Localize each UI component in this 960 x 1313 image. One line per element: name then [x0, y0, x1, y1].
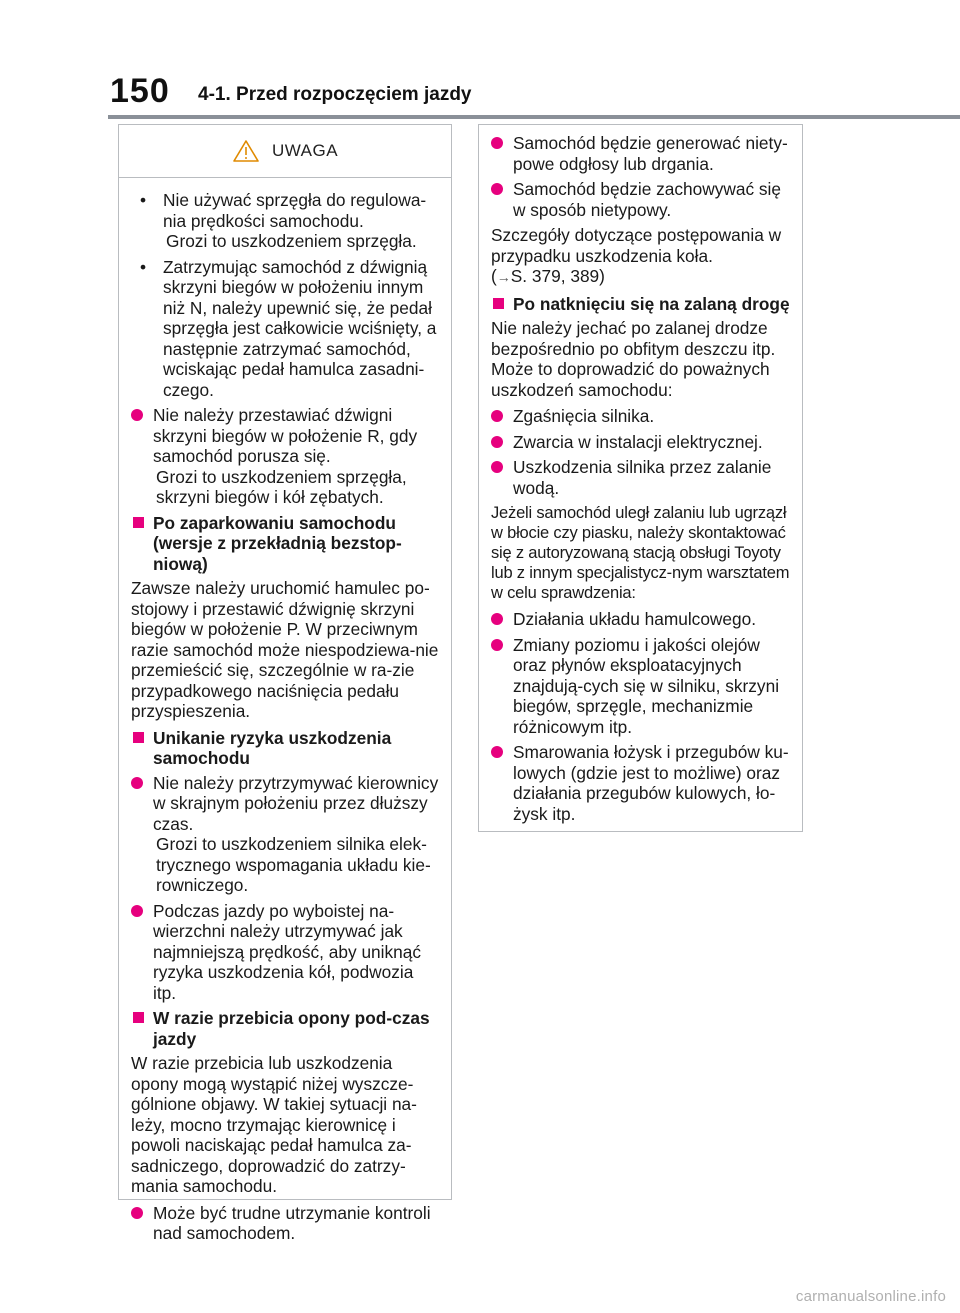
subsection-heading: Po natknięciu się na zalaną drogę [491, 294, 792, 315]
dot-bullet-icon: • [140, 256, 147, 277]
warning-label: UWAGA [271, 140, 339, 160]
list-item [491, 179, 792, 220]
paragraph: Zawsze należy uruchomić hamulec po-stojowy i przestawić dźwignię skrzyni biegów w położenie P. W przeciwnym razie samochód może niespodziewa-nie przemieścić się, szczególnie w ra-zie przypadkowego naciśnięcia pedału przyspieszenia. [131, 578, 439, 721]
item-text: Uszkodzenia silnika przez zalanie wodą. [513, 457, 772, 498]
list-item [491, 133, 792, 174]
square-bullet-icon [133, 732, 144, 743]
paragraph: Jeżeli samochód uległ zalaniu lub ugrzązł w błocie czy piasku, należy skontaktować się z autoryzowaną stacją obsługi Toyoty lub z innym specjalistycz-nym warsztatem w celu sprawdzenia: [491, 504, 790, 602]
footer-watermark: carmanualsonline.info [795, 1288, 946, 1305]
circle-bullet-icon [131, 777, 143, 789]
list-item [131, 190, 441, 252]
circle-bullet-icon [131, 1207, 143, 1219]
list-item [491, 742, 792, 824]
square-bullet-icon [493, 298, 504, 309]
circle-bullet-icon [491, 137, 503, 149]
subsection-heading: W razie przebicia opony pod-czas jazdy [131, 1008, 441, 1049]
list-item [131, 1203, 441, 1244]
item-text: Zatrzymując samochód z dźwignią skrzyni biegów w położeniu innym niż N, należy upewnić się, że pedał sprzęgła jest całkowicie wciśnięty, a następnie zatrzymać samochód, wciskając pedał hamulca zasadni-czego. [163, 256, 437, 400]
item-text: Smarowania łożysk i przegubów ku-lowych (gdzie jest to możliwe) oraz działania przegubów kulowych, ło-żysk itp. [513, 742, 789, 824]
item-subtext: Grozi to uszkodzeniem sprzęgła, skrzyni biegów i kół zębatych. [156, 466, 407, 507]
circle-bullet-icon [491, 410, 503, 422]
item-subtext: Grozi to uszkodzeniem sprzęgła. [166, 231, 417, 251]
item-text: Nie używać sprzęgła do regulowa-nia prędkości samochodu. [163, 190, 427, 231]
list-item [491, 635, 792, 738]
item-text: Zwarcia w instalacji elektrycznej. [513, 431, 763, 452]
circle-bullet-icon [131, 905, 143, 917]
warning-header [119, 125, 451, 178]
circle-bullet-icon [491, 746, 503, 758]
circle-bullet-icon [491, 613, 503, 625]
item-text: Działania układu hamulcowego. [513, 609, 757, 629]
item-text: Samochód będzie zachowywać się w sposób nietypowy. [513, 179, 782, 220]
list-item [491, 406, 792, 427]
item-text: Podczas jazdy po wyboistej na-wierzchni należy utrzymywać jak najmniejszą prędkość, aby uniknąć ryzyka uszkodzenia kół, podwozia itp. [153, 900, 422, 1003]
paragraph: Szczegóły dotyczące postępowania w przypadku uszkodzenia koła. (→S. 379, 389) [491, 225, 782, 286]
list-item [131, 773, 441, 896]
subsection-heading: Po zaparkowaniu samochodu (wersje z przekładnią bezstop-niową) [131, 513, 441, 575]
section-title: 4-1. Przed rozpoczęciem jazdy [198, 84, 472, 105]
subsection-heading: Unikanie ryzyka uszkodzenia samochodu [131, 728, 441, 769]
circle-bullet-icon [491, 436, 503, 448]
warning-triangle-icon [232, 139, 260, 163]
item-text: Zmiany poziomu i jakości olejów oraz płynów eksploatacyjnych znajdują-cych się w silniku, skrzyni biegów, sprzęgle, mechanizmie różnicowym itp. [513, 634, 780, 737]
page-number: 150 [110, 72, 170, 110]
item-text: Nie należy przestawiać dźwigni skrzyni biegów w położenie R, gdy samochód porusza się. [153, 405, 418, 466]
circle-bullet-icon [491, 639, 503, 651]
square-bullet-icon [133, 517, 144, 528]
paragraph: Nie należy jechać po zalanej drodze bezpośrednio po obfitym deszczu itp. Może to doprowadzić do poważnych uszkodzeń samochodu: [491, 318, 776, 400]
square-bullet-icon [133, 1012, 144, 1023]
list-item [131, 257, 441, 401]
item-text: Może być trudne utrzymanie kontroli nad samochodem. [153, 1202, 431, 1243]
circle-bullet-icon [491, 183, 503, 195]
item-text: Nie należy przytrzymywać kierownicy w skrajnym położeniu przez dłuższy czas. [153, 772, 439, 834]
circle-bullet-icon [131, 409, 143, 421]
item-text: Zgaśnięcia silnika. [513, 406, 655, 426]
list-item [491, 457, 792, 498]
page-header [0, 0, 960, 120]
warning-box [118, 124, 452, 1243]
item-subtext: Grozi to uszkodzeniem silnika elek-trycznego wspomagania układu kie-rowniczego. [156, 834, 431, 895]
warning-box-continued [478, 124, 803, 832]
circle-bullet-icon [491, 461, 503, 473]
page-reference: S. 379, 389) [510, 266, 605, 286]
list-item [491, 609, 792, 630]
header-rule [108, 115, 960, 119]
paragraph: W razie przebicia lub uszkodzenia opony mogą wystąpić niżej wyszcze-gólnione objawy. W takiej sytuacji na-leży, mocno trzymając kierownicę i powoli naciskając pedał hamulca za-sadniczego, doprowadzić do zatrzy-mania samochodu. [131, 1053, 417, 1196]
list-item [131, 901, 441, 1004]
list-item [491, 432, 792, 453]
list-item [131, 405, 441, 508]
item-text: Samochód będzie generować niety-powe odgłosy lub drgania. [513, 133, 788, 174]
page-ref-arrow-icon: → [496, 269, 511, 285]
dot-bullet-icon: • [140, 190, 147, 210]
